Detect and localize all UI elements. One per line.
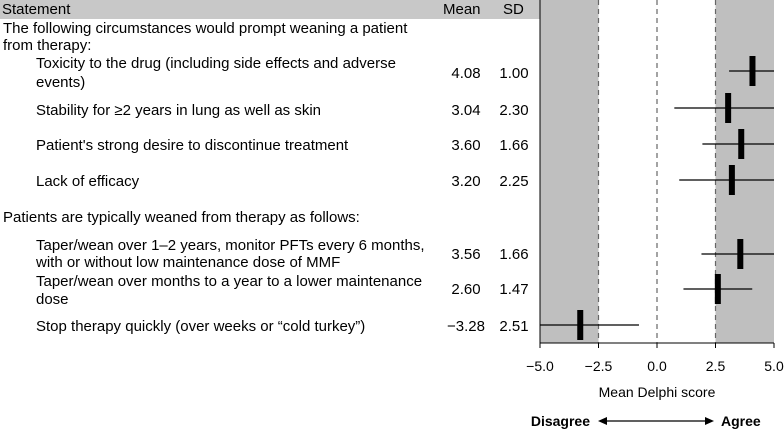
row-5-label-line-2: with or without low maintenance dose of MMF xyxy=(36,254,341,271)
row-7-sd: 2.51 xyxy=(499,318,529,335)
row-2-mean: 3.04 xyxy=(451,102,481,119)
row-5-sd: 1.66 xyxy=(499,246,529,263)
section-heading-2: Patients are typically weaned from therapy as follows: xyxy=(3,209,360,226)
x-tick-label-1: −5.0 xyxy=(526,358,554,374)
row-5-mean: 3.56 xyxy=(451,246,481,263)
header-statement: Statement xyxy=(2,1,71,18)
row-6-label-line-2: dose xyxy=(36,291,69,308)
mean-marker-7 xyxy=(577,310,583,340)
mean-marker-3 xyxy=(738,129,744,159)
row-2-sd: 2.30 xyxy=(499,102,529,119)
x-tick-label-4: 2.5 xyxy=(705,358,726,374)
x-axis-ticks xyxy=(526,343,784,374)
header-mean: Mean xyxy=(443,1,481,18)
scale-agree-label: Agree xyxy=(721,413,761,429)
row-1-label-line-2: events) xyxy=(36,74,86,91)
row-3-mean: 3.60 xyxy=(451,137,481,154)
row-5-label-line-1: Taper/wean over 1–2 years, monitor PFTs every 6 months, xyxy=(36,237,425,254)
scale-arrow-left-head xyxy=(598,417,607,425)
mean-marker-2 xyxy=(725,93,731,123)
row-7-mean: −3.28 xyxy=(447,318,485,335)
x-tick-label-5: 5.0 xyxy=(764,358,784,374)
section-heading-1-line-1: The following circumstances would prompt weaning a patient xyxy=(3,20,408,37)
row-4-mean: 3.20 xyxy=(451,173,481,190)
scale-disagree-label: Disagree xyxy=(530,413,590,429)
row-7-label: Stop therapy quickly (over weeks or “cold turkey”) xyxy=(36,318,366,335)
x-tick-label-2: −2.5 xyxy=(584,358,613,374)
row-4-label: Lack of efficacy xyxy=(36,173,140,190)
mean-marker-5 xyxy=(737,239,743,269)
row-3-label: Patient's strong desire to discontinue treatment xyxy=(36,137,349,154)
row-6-mean: 2.60 xyxy=(451,281,481,298)
mean-marker-4 xyxy=(729,165,735,195)
header-sd: SD xyxy=(503,1,524,18)
mean-marker-6 xyxy=(715,274,721,304)
section-heading-1-line-2: from therapy: xyxy=(3,37,92,54)
row-6-sd: 1.47 xyxy=(499,281,529,298)
row-1-sd: 1.00 xyxy=(499,65,529,82)
row-1-label-line-1: Toxicity to the drug (including side effects and adverse xyxy=(36,55,396,72)
row-3-sd: 1.66 xyxy=(499,137,529,154)
row-2-label: Stability for ≥2 years in lung as well as skin xyxy=(36,102,322,119)
row-4-sd: 2.25 xyxy=(499,173,529,190)
x-tick-label-3: 0.0 xyxy=(647,358,667,374)
scale-arrow-right-head xyxy=(705,417,714,425)
row-1-mean: 4.08 xyxy=(451,65,481,82)
x-axis-label: Mean Delphi score xyxy=(598,384,716,400)
shaded-region-1 xyxy=(540,0,599,343)
shaded-region-2 xyxy=(716,0,775,343)
row-6-label-line-1: Taper/wean over months to a year to a lower maintenance xyxy=(36,273,423,290)
mean-marker-1 xyxy=(749,56,755,86)
reference-lines xyxy=(599,0,716,343)
